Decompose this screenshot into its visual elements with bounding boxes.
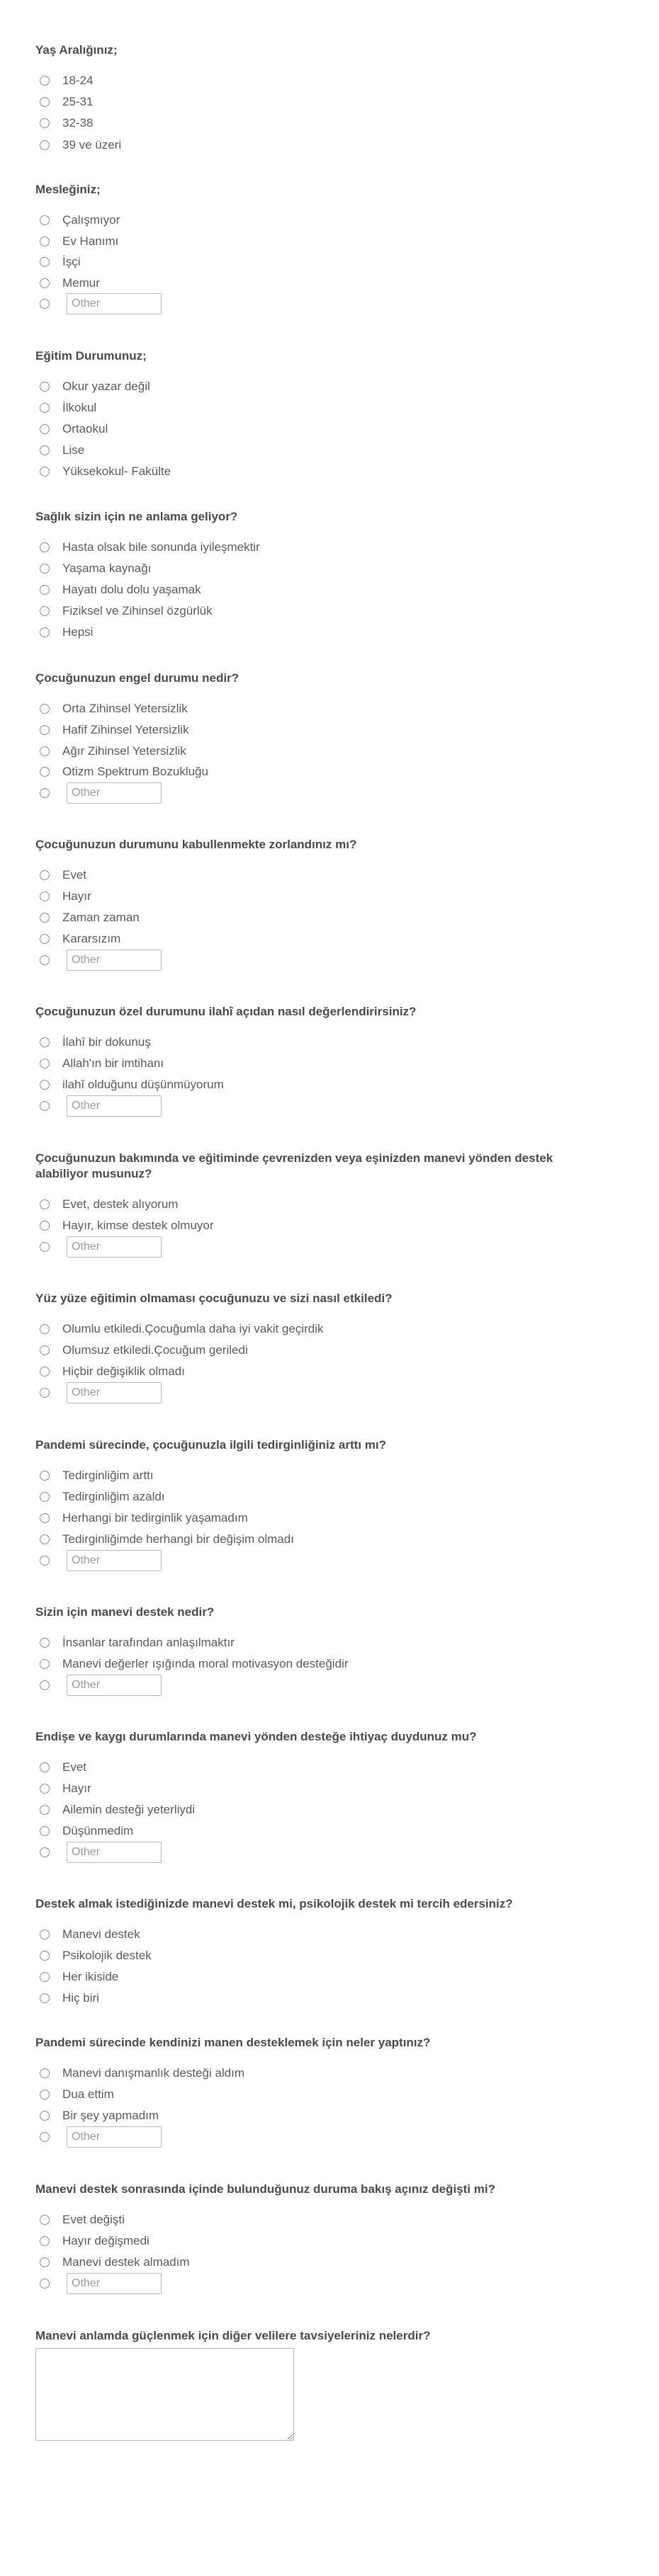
option-label: İşçi <box>62 255 81 268</box>
radio-button[interactable] <box>40 1471 50 1481</box>
option-label: Manevi destek <box>62 1927 140 1941</box>
radio-button[interactable] <box>40 1492 50 1502</box>
option-label: Hiç biri <box>62 1991 99 2005</box>
radio-button[interactable] <box>40 1762 50 1772</box>
radio-button[interactable] <box>40 606 50 616</box>
radio-button[interactable] <box>40 585 50 595</box>
radio-button[interactable] <box>40 1513 50 1523</box>
other-text-input[interactable] <box>67 1095 162 1117</box>
radio-button[interactable] <box>40 1847 50 1857</box>
option-label: ilahî olduğunu düşünmüyorum <box>62 1078 224 1091</box>
radio-button[interactable] <box>40 1199 50 1209</box>
radio-button[interactable] <box>40 278 50 288</box>
option-label: Yüksekokul- Fakülte <box>62 465 171 478</box>
radio-button[interactable] <box>40 1556 50 1566</box>
radio-button[interactable] <box>40 403 50 413</box>
option-label: Ortaokul <box>62 422 108 435</box>
radio-button[interactable] <box>40 1101 50 1111</box>
option-label: 25-31 <box>62 95 94 108</box>
option-label: Lise <box>62 443 85 457</box>
radio-button[interactable] <box>40 1784 50 1794</box>
option-label: Olumlu etkiledi.Çocuğumla daha iyi vakit geçirdik <box>62 1322 324 1335</box>
radio-button[interactable] <box>40 746 50 756</box>
option-label: Dua ettim <box>62 2087 114 2101</box>
radio-button[interactable] <box>40 1951 50 1961</box>
radio-button[interactable] <box>40 564 50 574</box>
radio-button[interactable] <box>40 704 50 714</box>
option-label: Allah'ın bir imtihanı <box>62 1056 164 1070</box>
radio-button[interactable] <box>40 467 50 477</box>
option-label: Manevi değerler ışığında moral motivasyon desteğidir <box>62 1657 349 1670</box>
option-label: Düşünmedim <box>62 1824 134 1837</box>
radio-button[interactable] <box>40 1221 50 1231</box>
radio-button[interactable] <box>40 1993 50 2003</box>
radio-button[interactable] <box>40 2279 50 2289</box>
radio-button[interactable] <box>40 2236 50 2246</box>
option-label: Yaşama kaynağı <box>62 562 152 575</box>
question-title: Çocuğunuzun durumunu kabullenmekte zorlandınız mı? <box>35 838 357 851</box>
radio-button[interactable] <box>40 1680 50 1690</box>
radio-button[interactable] <box>40 299 50 309</box>
option-label: 32-38 <box>62 116 94 130</box>
radio-button[interactable] <box>40 424 50 434</box>
radio-button[interactable] <box>40 767 50 777</box>
option-label: Evet <box>62 1760 87 1774</box>
radio-button[interactable] <box>40 1242 50 1252</box>
other-text-input[interactable] <box>67 1236 162 1258</box>
option-label: İnsanlar tarafından anlaşılmaktır <box>62 1636 235 1649</box>
other-text-input[interactable] <box>67 2126 162 2148</box>
option-label: Zaman zaman <box>62 911 140 924</box>
option-label: Hayır <box>62 889 91 903</box>
radio-button[interactable] <box>40 934 50 944</box>
question-title: Mesleğiniz; <box>35 183 101 196</box>
radio-button[interactable] <box>40 2090 50 2099</box>
option-label: Psikolojik destek <box>62 1949 152 1962</box>
option-label: İlahî bir dokunuş <box>62 1035 151 1049</box>
question-title: Sağlık sizin için ne anlama geliyor? <box>35 510 238 523</box>
option-label: Her ikiside <box>62 1970 119 1983</box>
question-title: Pandemi sürecinde kendinizi manen desteklemek için neler yaptınız? <box>35 2036 431 2049</box>
radio-button[interactable] <box>40 1080 50 1090</box>
option-label: Fiziksel ve Zihinsel özgürlük <box>62 604 213 617</box>
other-text-input[interactable] <box>67 782 162 804</box>
question-title: Yaş Aralığınız; <box>35 43 118 57</box>
option-label: Ev Hanımı <box>62 234 119 248</box>
option-label: Olumsuz etkiledi.Çocuğum geriledi <box>62 1343 248 1357</box>
option-label: Evet <box>62 868 87 882</box>
option-label: Hiçbir değişiklik olmadı <box>62 1364 185 1378</box>
question-title: Çocuğunuzun bakımında ve eğitiminde çevrenizden veya eşinizden manevi yönden destek alabiliyor musunuz? <box>35 1151 553 1180</box>
radio-button[interactable] <box>40 118 50 128</box>
option-label: Evet değişti <box>62 2213 125 2226</box>
radio-button[interactable] <box>40 955 50 965</box>
option-label: Herhangi bir tedirginlik yaşamadım <box>62 1511 248 1524</box>
question-title: Endişe ve kaygı durumlarında manevi yönden desteğe ihtiyaç duydunuz mu? <box>35 1730 477 1743</box>
radio-button[interactable] <box>40 2111 50 2121</box>
radio-button[interactable] <box>40 1972 50 1982</box>
radio-button[interactable] <box>40 382 50 392</box>
radio-button[interactable] <box>40 140 50 150</box>
other-text-input[interactable] <box>67 1382 162 1403</box>
radio-button[interactable] <box>40 788 50 798</box>
radio-button[interactable] <box>40 76 50 86</box>
option-label: Hafif Zihinsel Yetersizlik <box>62 723 189 736</box>
radio-button[interactable] <box>40 1345 50 1355</box>
radio-button[interactable] <box>40 1037 50 1047</box>
question-title: Eğitim Durumunuz; <box>35 349 147 363</box>
other-text-input[interactable] <box>67 1675 162 1696</box>
radio-button[interactable] <box>40 1367 50 1377</box>
option-label: Evet, destek alıyorum <box>62 1197 179 1211</box>
option-label: Tedirginliğimde herhangi bir değişim olmadı <box>62 1532 294 1546</box>
question-title: Sizin için manevi destek nedir? <box>35 1605 215 1619</box>
other-text-input[interactable] <box>67 1842 162 1863</box>
radio-button[interactable] <box>40 891 50 901</box>
radio-button[interactable] <box>40 870 50 880</box>
option-label: Manevi destek almadım <box>62 2255 190 2269</box>
option-label: Hasta olsak bile sonunda iyileşmektir <box>62 540 260 554</box>
radio-button[interactable] <box>40 215 50 225</box>
option-label: 18-24 <box>62 74 94 87</box>
other-text-input[interactable] <box>67 293 162 314</box>
option-label: Bir şey yapmadım <box>62 2109 159 2122</box>
option-label: Okur yazar değil <box>62 380 150 393</box>
option-label: Ağır Zihinsel Yetersizlik <box>62 744 186 758</box>
other-text-input[interactable] <box>67 2273 162 2294</box>
radio-button[interactable] <box>40 236 50 246</box>
option-label: Kararsızım <box>62 932 121 945</box>
question-title: Çocuğunuzun özel durumunu ilahî açıdan nasıl değerlendirirsiniz? <box>35 1005 417 1018</box>
option-label: 39 ve üzeri <box>62 138 122 152</box>
radio-button[interactable] <box>40 725 50 735</box>
radio-button[interactable] <box>40 1659 50 1669</box>
question-title: Pandemi sürecinde, çocuğunuzla ilgili tedirginliğiniz arttı mı? <box>35 1438 386 1452</box>
radio-button[interactable] <box>40 97 50 107</box>
option-label: Ailemin desteği yeterliydi <box>62 1803 196 1816</box>
option-label: Çalışmıyor <box>62 213 120 227</box>
radio-button[interactable] <box>40 1805 50 1815</box>
option-label: Tedirginliğim arttı <box>62 1469 154 1482</box>
option-label: Hepsi <box>62 625 94 639</box>
radio-button[interactable] <box>40 1059 50 1068</box>
option-label: Memur <box>62 276 100 290</box>
option-label: Orta Zihinsel Yetersizlik <box>62 702 188 715</box>
option-label: Otizm Spektrum Bozukluğu <box>62 765 208 778</box>
radio-button[interactable] <box>40 1388 50 1398</box>
radio-button[interactable] <box>40 1930 50 1939</box>
radio-button[interactable] <box>40 257 50 267</box>
other-text-input[interactable] <box>67 1550 162 1571</box>
question-title: Çocuğunuzun engel durumu nedir? <box>35 671 240 685</box>
question-title: Destek almak istediğinizde manevi destek mi, psikolojik destek mi tercih edersiniz? <box>35 1897 513 1910</box>
radio-button[interactable] <box>40 542 50 552</box>
radio-button[interactable] <box>40 2068 50 2078</box>
radio-button[interactable] <box>40 2257 50 2267</box>
radio-button[interactable] <box>40 913 50 923</box>
option-label: İlkokul <box>62 401 97 414</box>
option-label: Hayır değişmedi <box>62 2234 150 2247</box>
radio-button[interactable] <box>40 445 50 455</box>
question-title: Manevi anlamda güçlenmek için diğer velilere tavsiyeleriniz nelerdir? <box>35 2329 431 2342</box>
radio-button[interactable] <box>40 1534 50 1544</box>
option-label: Hayatı dolu dolu yaşamak <box>62 583 201 596</box>
option-label: Hayır, kimse destek olmuyor <box>62 1219 214 1232</box>
option-label: Tedirginliğim azaldı <box>62 1490 165 1503</box>
radio-button[interactable] <box>40 627 50 637</box>
answer-textarea[interactable] <box>35 2348 294 2441</box>
radio-button[interactable] <box>40 1324 50 1334</box>
radio-button[interactable] <box>40 1826 50 1836</box>
radio-button[interactable] <box>40 2132 50 2142</box>
other-text-input[interactable] <box>67 950 162 971</box>
question-title: Yüz yüze eğitimin olmaması çocuğunuzu ve sizi nasıl etkiledi? <box>35 1292 393 1305</box>
radio-button[interactable] <box>40 1638 50 1648</box>
option-label: Hayır <box>62 1782 91 1795</box>
radio-button[interactable] <box>40 2215 50 2225</box>
question-title: Manevi destek sonrasında içinde bulunduğunuz duruma bakış açınız değişti mi? <box>35 2182 495 2196</box>
option-label: Manevi danışmanlık desteği aldım <box>62 2066 245 2080</box>
